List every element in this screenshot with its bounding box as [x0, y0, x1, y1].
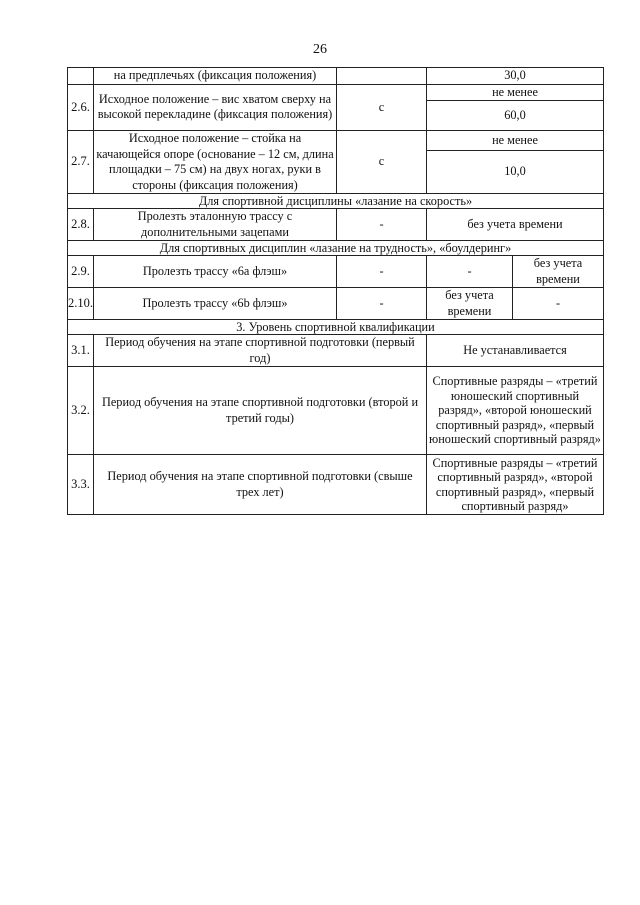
exercise-cell: Пролезть эталонную трассу с дополнительными зацепами: [94, 209, 337, 241]
value-cell: -: [427, 256, 513, 288]
unit-cell: -: [337, 209, 427, 241]
value-cell: 30,0: [427, 68, 604, 85]
row-number: 3.3.: [68, 455, 94, 515]
value-cell: 60,0: [427, 101, 604, 131]
section-row-speed: [68, 194, 604, 209]
exercise-cell: на предплечьях (фиксация положения): [94, 68, 337, 85]
qualifier-cell: не менее: [427, 131, 604, 151]
result-cell: Спортивные разряды – «третий спортивный разряд», «второй спортивный разряд», «первый спортивный разряд»: [427, 455, 604, 515]
page-number: 26: [313, 42, 327, 57]
value-cell: -: [513, 288, 604, 320]
exercise-cell: Исходное положение – вис хватом сверху на высокой перекладине (фиксация положения): [94, 84, 337, 131]
value-cell: 10,0: [427, 151, 604, 194]
row-number: 2.9.: [68, 256, 94, 288]
value-cell: без учета времени: [427, 209, 604, 241]
qualifier-cell: не менее: [427, 84, 604, 101]
unit-cell: с: [337, 131, 427, 194]
table-row-2-5: [68, 68, 604, 85]
section-heading: Для спортивной дисциплины «лазание на скорость»: [68, 194, 604, 209]
row-number: 2.6.: [68, 84, 94, 131]
exercise-cell: Исходное положение – стойка на качающейся опоре (основание – 12 см, длина площадки – 75 см) на двух ногах, руки в стороны (фиксация положения): [94, 131, 337, 194]
row-number: 2.10.: [68, 288, 94, 320]
result-cell: Спортивные разряды – «третий юношеский спортивный разряд», «второй юношеский спортивный разряд», «первый юношеский спортивный разряд»: [427, 367, 604, 455]
unit-cell: -: [337, 288, 427, 320]
section-row-difficulty: [68, 241, 604, 256]
period-cell: Период обучения на этапе спортивной подготовки (второй и третий годы): [94, 367, 427, 455]
period-cell: Период обучения на этапе спортивной подготовки (свыше трех лет): [94, 455, 427, 515]
unit-cell: -: [337, 256, 427, 288]
row-number: 3.2.: [68, 367, 94, 455]
row-number: 3.1.: [68, 335, 94, 367]
table-row-2-6: [68, 84, 604, 101]
standards-table: [67, 67, 604, 515]
value-cell: без учета времени: [427, 288, 513, 320]
row-number: [68, 68, 94, 85]
table-row-2-10: [68, 288, 604, 320]
section-row-level3: [68, 320, 604, 335]
table-row-2-8: [68, 209, 604, 241]
unit-cell: с: [337, 84, 427, 131]
section-heading: 3. Уровень спортивной квалификации: [68, 320, 604, 335]
table-row-3-2: [68, 367, 604, 455]
table-row-3-3: [68, 455, 604, 515]
table-row-2-7: [68, 131, 604, 151]
exercise-cell: Пролезть трассу «6а флэш»: [94, 256, 337, 288]
section-heading: Для спортивных дисциплин «лазание на трудность», «боулдеринг»: [68, 241, 604, 256]
row-number: 2.7.: [68, 131, 94, 194]
result-cell: Не устанавливается: [427, 335, 604, 367]
period-cell: Период обучения на этапе спортивной подготовки (первый год): [94, 335, 427, 367]
value-cell: без учета времени: [513, 256, 604, 288]
exercise-cell: Пролезть трассу «6b флэш»: [94, 288, 337, 320]
table-row-2-9: [68, 256, 604, 288]
unit-cell: [337, 68, 427, 85]
row-number: 2.8.: [68, 209, 94, 241]
table-row-3-1: [68, 335, 604, 367]
